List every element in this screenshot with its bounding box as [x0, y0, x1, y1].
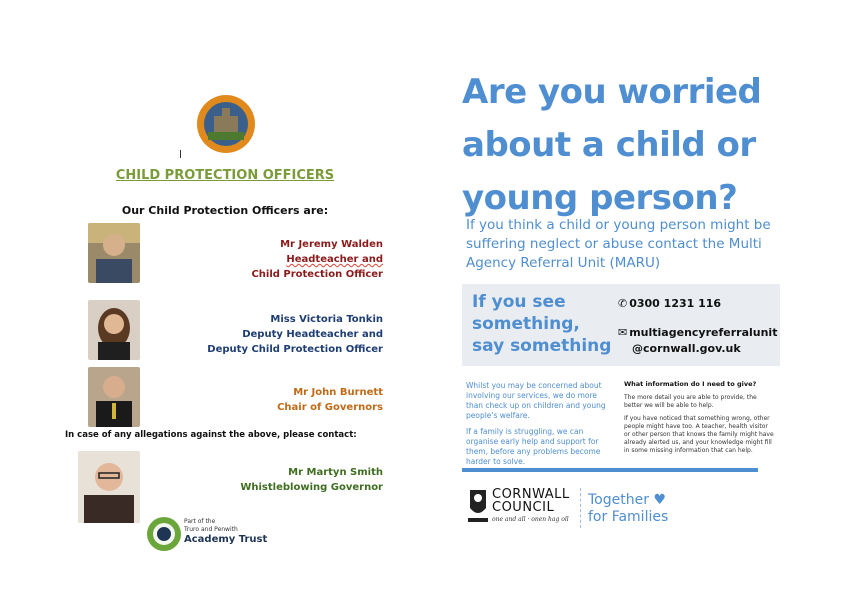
- phone-icon: ✆: [618, 297, 628, 310]
- officer-role: Chair of Governors: [277, 402, 383, 413]
- trust-name: Part of the Truro and Penwith Academy Trust: [184, 518, 268, 545]
- email-icon: ✉: [618, 326, 628, 339]
- see-something-slogan: If you see something, say something: [472, 292, 612, 356]
- allegations-notice: In case of any allegations against the above, please contact:: [65, 430, 357, 440]
- council-tagline: one and all · onen hag oll: [492, 516, 569, 523]
- officer-name: Miss Victoria Tonkin: [270, 314, 383, 325]
- officer-entry: [180, 465, 383, 495]
- together-for-families-logo: Together ♥ for Families: [588, 492, 669, 525]
- intro-text: Our Child Protection Officers are:: [121, 204, 329, 217]
- officer-role: Child Protection Officer: [251, 269, 383, 280]
- school-crest-icon: [196, 94, 256, 154]
- officer-role: Deputy Headteacher and: [242, 329, 383, 340]
- officer-entry: [180, 237, 383, 282]
- info-heading: What information do I need to give?: [624, 380, 757, 388]
- officer-entry: [180, 312, 383, 357]
- officer-photo: [88, 300, 140, 360]
- phone-number[interactable]: ✆ 0300 1231 116: [618, 297, 722, 310]
- divider: [462, 468, 758, 472]
- council-name: CORNWALL COUNCIL: [492, 487, 570, 515]
- trust-logo-icon: [146, 516, 182, 556]
- divider: [580, 488, 581, 528]
- officer-name: Mr Jeremy Walden: [280, 239, 383, 250]
- info-left-column: Whilst you may be concerned about involving our services, we do more than check up on children and young people's welfare. If a family is struggling, we can organise early help and support for them, before any problems become harder to solve.: [466, 381, 606, 466]
- officer-photo: [88, 367, 140, 427]
- officer-name: Mr Martyn Smith: [288, 467, 383, 478]
- officer-role: Headteacher and: [286, 254, 383, 265]
- email-address[interactable]: ✉ multiagencyreferralunit @cornwall.gov.uk: [618, 326, 778, 355]
- officer-role: Deputy Child Protection Officer: [207, 344, 383, 355]
- officer-name: Mr John Burnett: [293, 387, 383, 398]
- officer-photo: [78, 451, 140, 523]
- poster-subheading: If you think a child or young person might be suffering neglect or abuse contact the Multi Agency Referral Unit (MARU): [466, 217, 771, 271]
- officer-photo: [88, 223, 140, 283]
- officer-role: Whistleblowing Governor: [240, 482, 383, 493]
- cornwall-crest-icon: [466, 488, 490, 524]
- page-title: CHILD PROTECTION OFFICERS: [115, 168, 335, 183]
- info-right-column: What information do I need to give? The more detail you are able to provide, the better we will be able to help. If you have noticed that something wrong, other people might have too. A teacher, health visitor or other person that knows the family might have already alerted us, and your knowledge might fill in some missing information that can help.: [624, 380, 774, 454]
- text-cursor: [180, 150, 181, 158]
- heart-icon: ♥: [653, 492, 666, 508]
- poster-headline: Are you worried about a child or young person?: [462, 72, 762, 218]
- officer-entry: [180, 385, 383, 415]
